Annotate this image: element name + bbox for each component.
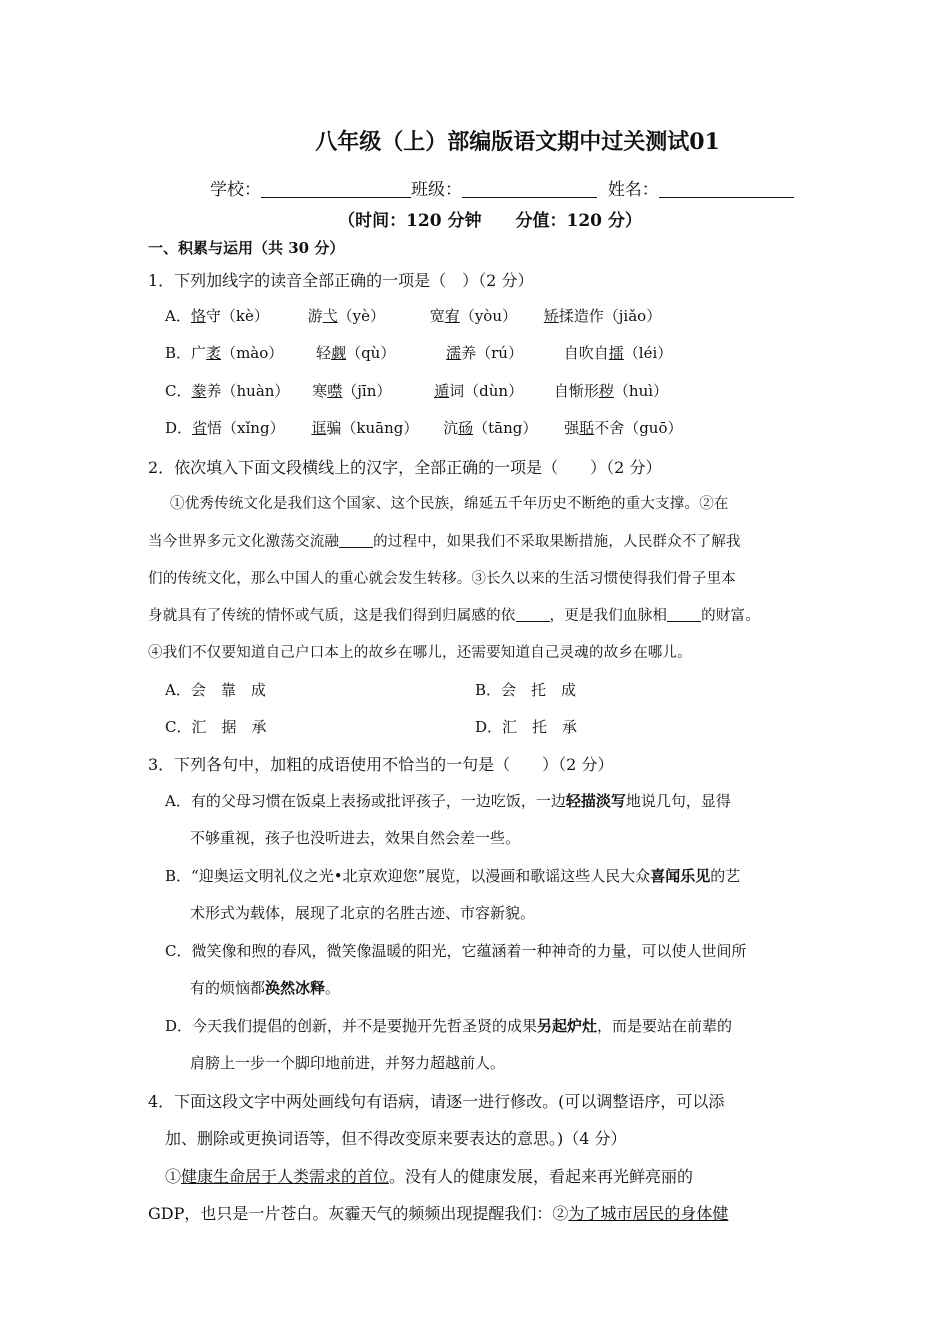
q3-option-c-cont: 有的烦恼都涣然冰释。 — [190, 979, 341, 997]
q2-option-b[interactable]: B．会 托 成 — [475, 681, 577, 699]
blank-3[interactable] — [667, 607, 701, 622]
q1-stem: 1．下列加线字的读音全部正确的一项是（ ）（2 分） — [148, 271, 534, 290]
q4-stem-line-2: 加、删除或更换词语等，但不得改变原来要表达的意思。)（4 分） — [165, 1129, 627, 1148]
student-info-line — [210, 175, 794, 200]
q2-passage-line-2: 当今世界多元文化激荡交流融 的过程中，如果我们不采取果断措施，人民群众不了解我 — [148, 534, 741, 550]
underlined-sentence-2: 为了城市居民的身体健 — [568, 1204, 729, 1223]
name-label: 姓名： — [607, 180, 659, 200]
q3-option-d-cont: 肩膀上一步一个脚印地前进，并努力超越前人。 — [190, 1054, 506, 1072]
q3-option-c[interactable]: C．微笑像和煦的春风，微笑像温暖的阳光，它蕴涵着一种神奇的力量，可以使人世间所 — [165, 942, 747, 960]
name-blank[interactable] — [659, 179, 794, 198]
bold-idiom: 涣然冰释 — [265, 979, 326, 997]
q1-option-a: A．恪守（kè） 游弋（yè） 宽宥（yòu） 矫揉造作（jiǎo） — [165, 307, 662, 325]
time-and-score: （时间：120 分钟 分值：120 分） — [338, 211, 642, 231]
class-label: 班级： — [411, 180, 462, 200]
q3-option-d[interactable]: D．今天我们提倡的创新，并不是要抛开先哲圣贤的成果另起炉灶，而是要站在前辈的 — [165, 1017, 733, 1035]
q2-stem: 2．依次填入下面文段横线上的汉字，全部正确的一项是（ ）（2 分） — [148, 458, 662, 477]
q2-option-c[interactable]: C．汇 据 承 — [165, 718, 267, 736]
underlined-sentence-1: 健康生命居于人类需求的首位 — [181, 1167, 390, 1186]
q1-option-c: C．豢养（huàn） 寒噤（jīn） 遁词（dùn） 自惭形秽（huì） — [165, 382, 669, 400]
exam-title: 八年级（上）部编版语文期中过关测试01 — [315, 129, 720, 155]
q4-passage-line-1: ①健康生命居于人类需求的首位。没有人的健康发展，看起来再光鲜亮丽的 — [165, 1167, 694, 1186]
q2-option-a[interactable]: A．会 靠 成 — [165, 681, 266, 699]
q3-option-b[interactable]: B．“迎奥运文明礼仪之光•北京欢迎您”展览，以漫画和歌谣这些人民大众喜闻乐见的艺 — [165, 867, 741, 885]
school-label: 学校： — [210, 180, 261, 200]
bold-idiom: 喜闻乐见 — [650, 867, 711, 885]
q1-option-b: B．广袤（mào） 轻觑（qù） 濡养（rú） 自吹自擂（léi） — [165, 344, 673, 362]
blank-1[interactable] — [339, 533, 373, 548]
q2-option-d[interactable]: D．汇 托 承 — [475, 718, 578, 736]
q3-stem: 3．下列各句中，加粗的成语使用不恰当的一句是（ ）（2 分） — [148, 755, 614, 774]
blank-2[interactable] — [516, 607, 550, 622]
bold-idiom: 另起炉灶 — [537, 1017, 598, 1035]
school-blank[interactable] — [261, 179, 411, 198]
q4-stem-line-1: 4．下面这段文字中两处画线句有语病，请逐一进行修改。(可以调整语序，可以添 — [148, 1092, 725, 1111]
q2-passage-line-1: ①优秀传统文化是我们这个国家、这个民族，绵延五千年历史不断绝的重大支撑。②在 — [170, 496, 729, 512]
q3-option-a-cont: 不够重视，孩子也没听进去，效果自然会差一些。 — [190, 829, 521, 847]
q1-option-d: D．省悟（xǐng） 诓骗（kuāng） 沆砀（tāng） 强聒不舍（guō） — [165, 419, 683, 437]
q3-option-b-cont: 术形式为载体，展现了北京的名胜古迹、市容新貌。 — [190, 904, 536, 922]
section-heading: 一、积累与运用（共 30 分） — [148, 239, 345, 257]
q2-passage-line-4: 身就具有了传统的情怀或气质，这是我们得到归属感的依 ，更是我们血脉相 的财富。 — [148, 608, 760, 624]
q4-passage-line-2: GDP，也只是一片苍白。灰霾天气的频频出现提醒我们：②为了城市居民的身体健 — [148, 1204, 729, 1223]
q2-passage-line-5: ④我们不仅要知道自己户口本上的故乡在哪儿，还需要知道自己灵魂的故乡在哪儿。 — [148, 645, 692, 661]
class-blank[interactable] — [462, 179, 597, 198]
q2-passage-line-3: 们的传统文化，那么中国人的重心就会发生转移。③长久以来的生活习惯使得我们骨子里本 — [148, 571, 736, 587]
bold-idiom: 轻描淡写 — [565, 792, 626, 810]
q3-option-a[interactable]: A．有的父母习惯在饭桌上表扬或批评孩子，一边吃饭，一边轻描淡写地说几句，显得 — [165, 792, 731, 810]
